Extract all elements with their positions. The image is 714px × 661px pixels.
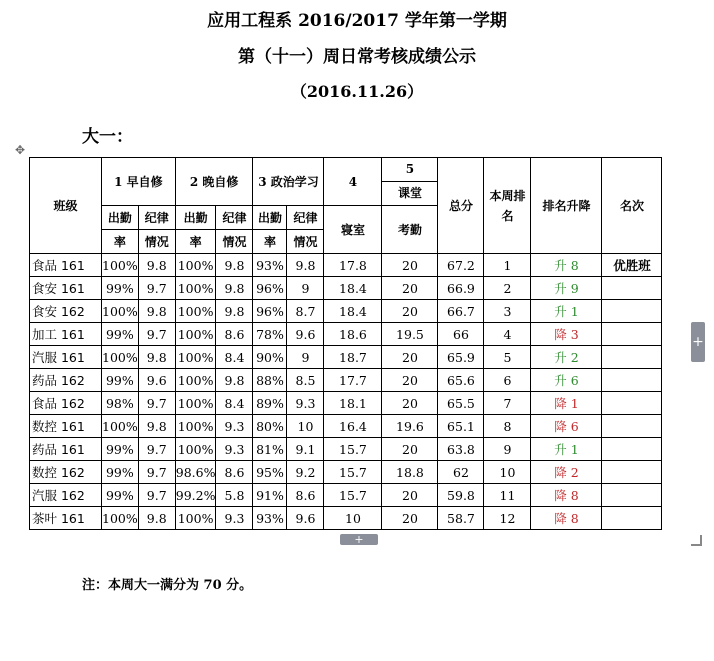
- header-attendance-2b: 率: [175, 230, 216, 254]
- cell-morning-discipline: 9.7: [138, 461, 175, 484]
- cell-rank-change: 降 3: [531, 323, 602, 346]
- table-row: [30, 438, 662, 461]
- cell-political-attendance: 96%: [253, 277, 287, 300]
- cell-political-attendance: 80%: [253, 415, 287, 438]
- cell-morning-discipline: 9.7: [138, 323, 175, 346]
- cell-evening-discipline: 8.4: [216, 392, 253, 415]
- cell-evening-attendance: 99.2%: [175, 484, 216, 507]
- cell-morning-attendance: 99%: [102, 323, 139, 346]
- cell-place: [602, 507, 662, 530]
- cell-total: 66.7: [438, 300, 484, 323]
- grade-table-body: [30, 254, 662, 530]
- cell-morning-discipline: 9.8: [138, 507, 175, 530]
- table-resize-handle[interactable]: [691, 535, 702, 546]
- cell-total: 58.7: [438, 507, 484, 530]
- header-class: 班级: [30, 158, 102, 254]
- cell-political-attendance: 93%: [253, 507, 287, 530]
- cell-class: 食品 162: [30, 392, 102, 415]
- cell-morning-discipline: 9.8: [138, 300, 175, 323]
- cell-rank: 4: [484, 323, 531, 346]
- cell-place: [602, 461, 662, 484]
- cell-dormitory: 18.4: [324, 300, 382, 323]
- header-col5: [382, 158, 438, 206]
- cell-rank-change: 升 1: [531, 300, 602, 323]
- header-rank-change: 排名升降: [531, 158, 602, 254]
- cell-rank: 2: [484, 277, 531, 300]
- cell-total: 65.5: [438, 392, 484, 415]
- cell-political-attendance: 96%: [253, 300, 287, 323]
- cell-morning-attendance: 100%: [102, 415, 139, 438]
- cell-total: 66: [438, 323, 484, 346]
- cell-total: 63.8: [438, 438, 484, 461]
- cell-total: 65.1: [438, 415, 484, 438]
- cell-place: [602, 369, 662, 392]
- cell-dormitory: 15.7: [324, 484, 382, 507]
- cell-place: [602, 392, 662, 415]
- table-row: [30, 369, 662, 392]
- cell-political-attendance: 89%: [253, 392, 287, 415]
- cell-total: 66.9: [438, 277, 484, 300]
- cell-class: 数控 161: [30, 415, 102, 438]
- cell-political-attendance: 90%: [253, 346, 287, 369]
- cell-evening-attendance: 100%: [175, 300, 216, 323]
- cell-class-attendance: 20: [382, 346, 438, 369]
- cell-total: 65.9: [438, 346, 484, 369]
- cell-evening-discipline: 9.3: [216, 415, 253, 438]
- cell-total: 65.6: [438, 369, 484, 392]
- cell-evening-discipline: 9.3: [216, 507, 253, 530]
- header-political-study: 3 政治学习: [253, 158, 324, 206]
- cell-morning-discipline: 9.8: [138, 415, 175, 438]
- header-attendance-1a: 出勤: [102, 206, 139, 230]
- cell-place: [602, 415, 662, 438]
- add-column-icon[interactable]: +: [691, 322, 705, 362]
- header-place: 名次: [602, 158, 662, 254]
- cell-rank-change: 升 8: [531, 254, 602, 277]
- table-row: [30, 346, 662, 369]
- header-col4-number: 4: [324, 158, 382, 206]
- cell-morning-discipline: 9.8: [138, 346, 175, 369]
- table-row: [30, 323, 662, 346]
- cell-class: 汽服 161: [30, 346, 102, 369]
- cell-morning-attendance: 100%: [102, 254, 139, 277]
- table-row: [30, 300, 662, 323]
- cell-political-discipline: 8.6: [287, 484, 324, 507]
- header-discipline-2b: 情况: [216, 230, 253, 254]
- cell-rank-change: 降 1: [531, 392, 602, 415]
- grade-table: [29, 157, 662, 530]
- cell-morning-discipline: 9.8: [138, 254, 175, 277]
- header-attendance-check: 考勤: [382, 206, 438, 254]
- cell-evening-discipline: 5.8: [216, 484, 253, 507]
- cell-class-attendance: 19.6: [382, 415, 438, 438]
- header-attendance-1b: 率: [102, 230, 139, 254]
- cell-evening-discipline: 9.8: [216, 369, 253, 392]
- cell-morning-discipline: 9.7: [138, 277, 175, 300]
- header-discipline-1a: 纪律: [138, 206, 175, 230]
- cell-rank-change: 降 2: [531, 461, 602, 484]
- header-discipline-3b: 情况: [287, 230, 324, 254]
- cell-place: [602, 438, 662, 461]
- cell-political-attendance: 78%: [253, 323, 287, 346]
- cell-class: 加工 161: [30, 323, 102, 346]
- cell-morning-attendance: 100%: [102, 300, 139, 323]
- document-title: 应用工程系 2016/2017 学年第一学期: [207, 11, 507, 31]
- cell-total: 67.2: [438, 254, 484, 277]
- cell-class: 食安 161: [30, 277, 102, 300]
- cell-political-discipline: 9: [287, 346, 324, 369]
- cell-class-attendance: 19.5: [382, 323, 438, 346]
- cell-dormitory: 18.1: [324, 392, 382, 415]
- cell-evening-attendance: 100%: [175, 346, 216, 369]
- cell-rank: 7: [484, 392, 531, 415]
- add-row-icon[interactable]: +: [340, 534, 378, 545]
- cell-rank: 9: [484, 438, 531, 461]
- cell-morning-attendance: 98%: [102, 392, 139, 415]
- cell-class-attendance: 20: [382, 484, 438, 507]
- cell-morning-attendance: 99%: [102, 277, 139, 300]
- cell-morning-discipline: 9.6: [138, 369, 175, 392]
- header-evening-study: 2 晚自修: [175, 158, 253, 206]
- cell-rank-change: 降 8: [531, 484, 602, 507]
- cell-rank-change: 升 6: [531, 369, 602, 392]
- cell-morning-attendance: 100%: [102, 346, 139, 369]
- cell-evening-attendance: 100%: [175, 323, 216, 346]
- cell-political-attendance: 95%: [253, 461, 287, 484]
- cell-rank: 3: [484, 300, 531, 323]
- cell-total: 59.8: [438, 484, 484, 507]
- cell-evening-discipline: 9.8: [216, 300, 253, 323]
- cell-morning-attendance: 99%: [102, 461, 139, 484]
- cell-evening-attendance: 100%: [175, 254, 216, 277]
- cell-dormitory: 18.6: [324, 323, 382, 346]
- cell-rank-change: 降 6: [531, 415, 602, 438]
- table-row: [30, 484, 662, 507]
- section-heading: 大一：: [82, 127, 133, 147]
- cell-political-discipline: 8.7: [287, 300, 324, 323]
- cell-class-attendance: 18.8: [382, 461, 438, 484]
- cell-place: [602, 277, 662, 300]
- header-attendance-3a: 出勤: [253, 206, 287, 230]
- cell-evening-attendance: 100%: [175, 415, 216, 438]
- table-row: [30, 507, 662, 530]
- cell-place: [602, 484, 662, 507]
- cell-class-attendance: 20: [382, 300, 438, 323]
- table-row: [30, 254, 662, 277]
- cell-rank: 6: [484, 369, 531, 392]
- cell-dormitory: 15.7: [324, 438, 382, 461]
- cell-political-discipline: 8.5: [287, 369, 324, 392]
- cell-political-attendance: 93%: [253, 254, 287, 277]
- cell-class: 药品 162: [30, 369, 102, 392]
- cell-morning-attendance: 99%: [102, 484, 139, 507]
- cell-evening-discipline: 9.3: [216, 438, 253, 461]
- cell-rank: 8: [484, 415, 531, 438]
- cell-rank: 11: [484, 484, 531, 507]
- header-col5-class: 课堂: [397, 186, 422, 200]
- cell-class-attendance: 20: [382, 277, 438, 300]
- header-total: 总分: [438, 158, 484, 254]
- cell-dormitory: 18.4: [324, 277, 382, 300]
- document-date: （2016.11.26）: [290, 82, 424, 101]
- cell-political-attendance: 91%: [253, 484, 287, 507]
- cell-political-discipline: 9.8: [287, 254, 324, 277]
- cell-rank: 1: [484, 254, 531, 277]
- header-col5-number: 5: [382, 158, 437, 182]
- table-row: [30, 277, 662, 300]
- cell-evening-discipline: 9.8: [216, 277, 253, 300]
- table-row: [30, 392, 662, 415]
- footnote: 注：本周大一满分为 70 分。: [82, 578, 253, 593]
- cell-political-attendance: 88%: [253, 369, 287, 392]
- cell-place: [602, 300, 662, 323]
- cell-morning-discipline: 9.7: [138, 484, 175, 507]
- cell-political-attendance: 81%: [253, 438, 287, 461]
- cell-rank: 12: [484, 507, 531, 530]
- header-discipline-1b: 情况: [138, 230, 175, 254]
- cell-political-discipline: 9.1: [287, 438, 324, 461]
- cell-class: 食安 162: [30, 300, 102, 323]
- cell-morning-discipline: 9.7: [138, 392, 175, 415]
- cell-dormitory: 15.7: [324, 461, 382, 484]
- header-attendance-3b: 率: [253, 230, 287, 254]
- cell-class: 数控 162: [30, 461, 102, 484]
- cell-rank-change: 降 8: [531, 507, 602, 530]
- cell-dormitory: 16.4: [324, 415, 382, 438]
- cell-dormitory: 10: [324, 507, 382, 530]
- document-subtitle: 第（十一）周日常考核成绩公示: [238, 47, 476, 67]
- cell-political-discipline: 9.6: [287, 507, 324, 530]
- cell-evening-attendance: 100%: [175, 507, 216, 530]
- cell-dormitory: 17.7: [324, 369, 382, 392]
- cell-evening-attendance: 100%: [175, 369, 216, 392]
- cell-political-discipline: 9: [287, 277, 324, 300]
- cell-evening-attendance: 98.6%: [175, 461, 216, 484]
- cell-evening-discipline: 9.8: [216, 254, 253, 277]
- cell-rank-change: 升 2: [531, 346, 602, 369]
- header-discipline-3a: 纪律: [287, 206, 324, 230]
- header-discipline-2a: 纪律: [216, 206, 253, 230]
- cell-class-attendance: 20: [382, 254, 438, 277]
- cell-dormitory: 17.8: [324, 254, 382, 277]
- cell-rank-change: 升 1: [531, 438, 602, 461]
- cell-political-discipline: 9.6: [287, 323, 324, 346]
- cell-rank-change: 升 9: [531, 277, 602, 300]
- header-attendance-2a: 出勤: [175, 206, 216, 230]
- cell-dormitory: 18.7: [324, 346, 382, 369]
- table-row: [30, 461, 662, 484]
- cell-place: 优胜班: [602, 254, 662, 277]
- cell-class: 药品 161: [30, 438, 102, 461]
- header-dormitory: 寝室: [324, 206, 382, 254]
- cell-place: [602, 346, 662, 369]
- cell-morning-attendance: 99%: [102, 438, 139, 461]
- table-move-handle-icon[interactable]: ✥: [14, 143, 26, 157]
- cell-morning-discipline: 9.7: [138, 438, 175, 461]
- cell-class: 茶叶 161: [30, 507, 102, 530]
- cell-class-attendance: 20: [382, 507, 438, 530]
- cell-evening-attendance: 100%: [175, 392, 216, 415]
- cell-class-attendance: 20: [382, 392, 438, 415]
- cell-class-attendance: 20: [382, 438, 438, 461]
- cell-political-discipline: 9.3: [287, 392, 324, 415]
- cell-political-discipline: 10: [287, 415, 324, 438]
- cell-evening-discipline: 8.6: [216, 323, 253, 346]
- cell-rank: 10: [484, 461, 531, 484]
- cell-evening-discipline: 8.6: [216, 461, 253, 484]
- cell-place: [602, 323, 662, 346]
- cell-morning-attendance: 99%: [102, 369, 139, 392]
- cell-rank: 5: [484, 346, 531, 369]
- cell-class-attendance: 20: [382, 369, 438, 392]
- cell-political-discipline: 9.2: [287, 461, 324, 484]
- cell-evening-discipline: 8.4: [216, 346, 253, 369]
- table-row: [30, 415, 662, 438]
- header-morning-study: 1 早自修: [102, 158, 176, 206]
- header-week-rank: 本周排名: [484, 158, 531, 254]
- cell-class: 汽服 162: [30, 484, 102, 507]
- cell-evening-attendance: 100%: [175, 277, 216, 300]
- cell-morning-attendance: 100%: [102, 507, 139, 530]
- cell-evening-attendance: 100%: [175, 438, 216, 461]
- cell-class: 食品 161: [30, 254, 102, 277]
- cell-total: 62: [438, 461, 484, 484]
